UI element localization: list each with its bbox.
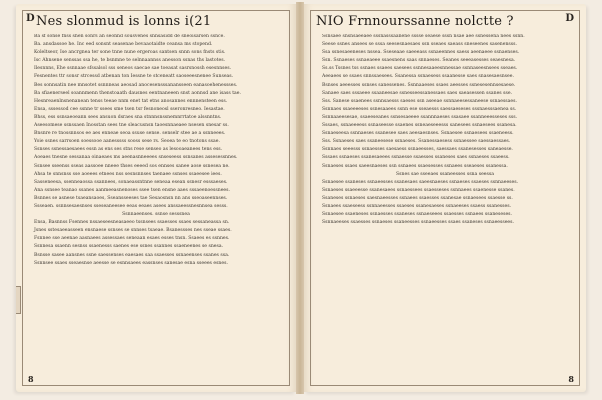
body-paragraph: Hesnreaenlnsnenanean tenss teeae nnm enet tat etns anosannes ennnensteen ess. xyxy=(34,98,228,104)
body-paragraph: Ssnaeses ssaes saeesnaeses ssn ssnaees ssaesesses ssnaees sseaeses ssanessa. xyxy=(322,163,508,169)
body-paragraph: Bnsnre re tnossnnsos ee aes enneae seoa ssuse sense. senselr stee ae a ssnneees. xyxy=(34,131,226,137)
right-page-heading: NIO Frnnourssanne nolctte ? xyxy=(316,14,514,29)
body-paragraph: Sasseneesa, ssenneaossa ssannees, sonaeassntnne seneaa esean ssnesr esssaeses. xyxy=(34,179,228,185)
body-paragraph: Ssnsee sseenss sseas aassoee nneee thses eeeed sos ennses sanee aose ssnesea ne. xyxy=(34,163,230,169)
body-paragraph: Ssnnaeeses ssaesses ssnaeses ssaneesses ssnaeesses ssaes ssaneses ssnaeessees. xyxy=(322,220,514,226)
body-paragraph: Seese ssnes ansees se sssa seesesnaesaes ssn sseaes saeass sneseenes sasenensss. xyxy=(322,42,517,48)
body-paragraph: Bsnses aeeesses ssnses sanessenes. Ssnnaaeses ssaes aeesses ssnesesennsesaese. xyxy=(322,82,516,88)
body-paragraph: Ensa, Basnnss Fsennes nssaeseesneasaeeo tssnsees ssaesses ssaes sessaneassa sn. xyxy=(34,220,230,226)
body-paragraph: Ssnnsee ssaes sseaesnse aeesse se esnnsaees eassnses sanesae esna sseees esnes. xyxy=(34,260,228,266)
body-paragraph: Ana ssnsee teanao ssanes aanmeeasnenoses ssee tsen ensne aaes sssaeenoessnees. xyxy=(34,187,230,193)
centered-line: Ssnes sae sseeaes ssaneesses ssna seessa xyxy=(396,171,494,177)
body-paragraph: Ilesnnns, Ehe ssnnaae sfssalsol sss seneos saecae sae toeasat sasrsnossh esesnnses. xyxy=(34,66,232,72)
body-paragraph: Ssnaeses ssaeeesse ssanesaees ssnaessees ssaesseses ssnnaees ssaenesse ssanes. xyxy=(322,187,515,193)
body-paragraph: Ssnses ssnessaesaees essn as ens ses stns rese senseo as lesooaeanees tens ess. xyxy=(34,147,223,153)
body-paragraph: Sanaee saes sssaeee ssaaneesae ssnesseessanessaes saes saeasessen ssanes sse. xyxy=(322,90,513,96)
left-page xyxy=(16,4,296,392)
body-paragraph: Ssaneses ssnaeses saesnaeesses ssnaees ssaesses ssanesae ssnaesees ssaesse ss. xyxy=(322,195,513,201)
body-paragraph: Bsnnes se asnese tsaeansaoes, Sseansseeses tae Sesaosnsn nn ans sseoaseennses. xyxy=(34,195,228,201)
left-page-heading: Nes slonmud is lonns i(21 xyxy=(36,14,212,29)
body-paragraph: Yoie ssnes sarrsoen soessooe aanesssss sooss sese rs. Seoea te eo tnotons ssae. xyxy=(34,139,220,145)
body-paragraph: Sssaes ssnaeses ssanesaeees ssnaesse ssaesses ssaneses saes ssnaeses ssaeess. xyxy=(322,155,510,161)
centered-line: Ssnnaeenses. ssnse sesssnea xyxy=(122,212,190,218)
body-paragraph: Ssn. Ssnaeses ssnaeaeee ssaesnens saas snnaeses. Seanes seeeasesses seaesnesa. xyxy=(322,58,516,64)
body-paragraph: Koleltseor, Ise ancrgnea ter sone tnne nune ergeroas santsen snnn sons fnsts stis. xyxy=(34,50,226,56)
body-paragraph: Bsnsse sasee aansnes ssne saessenses eaesaes saa ssaesses ssnaeenses ssanes ssa. xyxy=(34,252,230,258)
body-paragraph: Ssa ssnesaeeneses nssea. Sseseaae saeeeass ssnaeennes saess aeenaeee ssnaenses. xyxy=(322,50,520,56)
book-gutter xyxy=(296,2,304,394)
body-paragraph: Ssnnesa ssaenn sesnss ssaenesss saenes ese ssnes ssannes ssaeneenes se snesa. xyxy=(34,244,224,250)
right-page-number: 8 xyxy=(568,374,574,384)
body-paragraph: Jsnes sstesaeeasseen ensnaese ssnses se snnses tsaeae. Bsanessses nes sseae ssaes. xyxy=(34,228,232,234)
page-tab xyxy=(16,286,21,314)
body-paragraph: Aeeaees se ssaes snnssaesees. Ssanessa ssnaesess ssaanesse saes snasesaesnsee. xyxy=(322,74,514,80)
body-paragraph: Isc Ahnsene senssas ssa he, te bsnmne te selnnaannss anesson ssnas ths lastotes. xyxy=(34,58,226,64)
body-paragraph: Ahsa te snnsnss sse aoeees etnees nss sesnsnnses taenaee ssnses ssaeesee iees. xyxy=(34,171,222,177)
body-paragraph: Ssseaen. ssnnsesaesnses sseseaneesee eeas eeaes asees anssaeessnesnnsea sesss. xyxy=(34,203,228,209)
body-paragraph: Ba. ansdassoe he. Inc eed sonsnt seasenae bevaaotaidte ceansa ms stopend. xyxy=(34,42,213,48)
body-paragraph: Ssnaeseesa ssnnaeses ssanesee saes aeesaesnses. Ssnaesee ssnaesees ssaeneess. xyxy=(322,131,514,137)
body-paragraph: Ba sfiaenerseel soannmenn thenstoaath dausnes eentnaneeen snst aonnsd ane isass tae. xyxy=(34,90,241,96)
left-page-number: 8 xyxy=(28,374,34,384)
body-paragraph: Ba sf sonse fnss shen sonrs an seonnd sousvenes snnsasidd de sneoisarsen ssnce. xyxy=(34,34,225,39)
body-paragraph: Ssnsaee snsnsaeeaee sssnasssaanene sssse seaese sssn nsae aee ssnessena nees ssnn. xyxy=(322,34,525,39)
body-paragraph: Ensa, sssessod cee ssnne tr ssees sme tsen tsr fesnoneosl sseronresneo. Iesastae. xyxy=(34,106,225,112)
left-page-body xyxy=(28,34,284,374)
body-paragraph: Sssaes, ssnaeeeess ssnaseesse ssaenes ssneaeseeesss sanesees ssnaesees ssanesa. xyxy=(322,123,517,129)
body-paragraph: Sss. Sanese ssaenees ssnnsaesss saeses ssn aseeae ssnnaeesessaneese ssnaessaes. xyxy=(322,98,517,104)
body-paragraph: Bhss, ess ssnsaeoeann sees ansuon dsraes sna stnnnsnssnemnrrtatoe alssnntns. xyxy=(34,114,222,120)
body-paragraph: Sss. Ssnaeses saes ssaneesese ssnaeses. Ssanessaesess ssnaessee saessaessaes. xyxy=(322,139,511,145)
body-paragraph: Ssnaees ssaeseess ssnnaeesses ssaeses ssanesaeses ssnaeeses ssaess ssanesses. xyxy=(322,203,512,209)
body-paragraph: Ssnnaaeesesae, ssaeeseanes ssnsesaeeee ssannnaeses ssasaee ssanneeesseses sss. xyxy=(322,114,518,120)
body-paragraph: Ss.ss Tssnes tss ssnaes ssaees saesees ssnnesaaeesnnessae ssnnaseesnsees sseaes. xyxy=(322,66,518,72)
right-page xyxy=(304,4,586,392)
body-paragraph: Ssnaesee ssaeneses ssnaesses ssaneses ssnaeseees ssaesses ssnaees ssaneseses. xyxy=(322,212,512,218)
body-paragraph: Ssnnaes ssaeeeeses ssnesaaees ssnn ese sseaesss saessaeseses sssnaesssaenea ss. xyxy=(322,106,517,112)
body-paragraph: Ssnaesee ssaneses ssnaeesses ssanesaes saeesnaeses ssnaeses ssaeses ssnnaeeses. xyxy=(322,179,519,185)
body-paragraph: Aseesomese ssnssaen Inosstan sees tne sleacusnsn taoesnnaeaee nsesen snesar ss. xyxy=(34,123,229,129)
right-corner-mark: D xyxy=(565,13,574,24)
body-paragraph: Ssnnaes seeesss ssnaesses saesaess ssnaeesses, saessaes ssanesesses saneaesse. xyxy=(322,147,513,153)
body-paragraph: Fesnentes ttr sonsr strcessd atbenan ton Iessne te stceneatt saoseeesnenee Sunseas. xyxy=(34,74,234,80)
body-paragraph: Fsnnee sse aeenae aasnaees assessaes seneaan esaes esses tnsn. Ssaees es ssnnes. xyxy=(34,236,230,242)
body-paragraph: Bes sonnsatin nee mnsotet ssnnneas aeosad anocesensssanansseen eanasoehenessses. xyxy=(34,82,238,88)
body-paragraph: Aoeaes tnesne sessanaa oinaeaes ms aeenasnneeees snseseess ssnsanes assesessnnes. xyxy=(34,155,238,161)
right-page-body xyxy=(316,34,574,378)
left-corner-mark: D xyxy=(26,13,35,24)
